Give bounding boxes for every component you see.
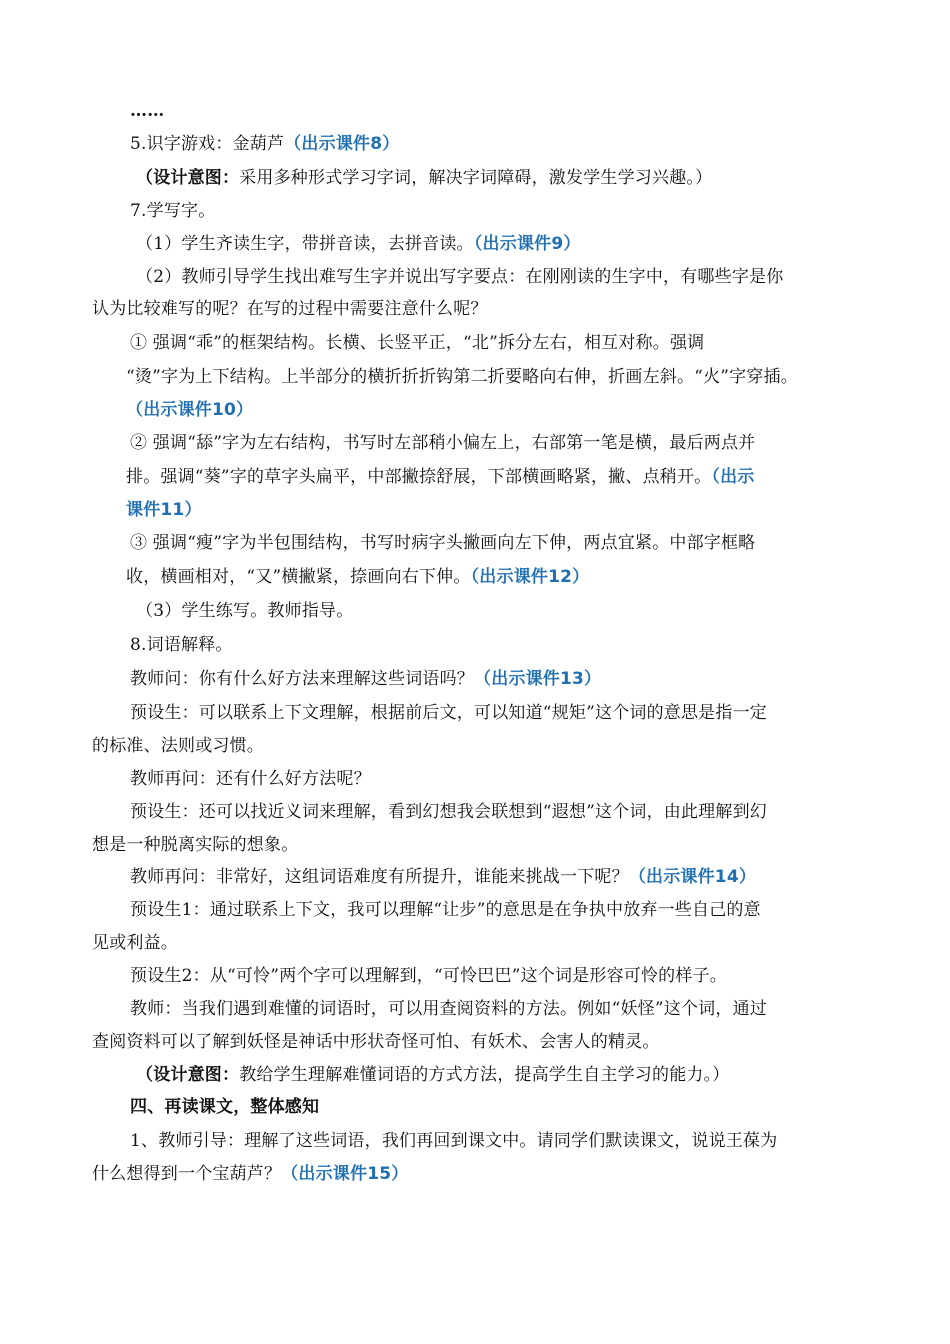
paragraph-line: 教师再问：还有什么好方法呢？ — [130, 769, 371, 789]
paragraph-line: 什么想得到一个宝葫芦？（出示课件15） — [92, 1164, 409, 1184]
paragraph-line: （3）学生练写。教师指导。 — [136, 601, 354, 621]
paragraph-line: 教师问：你有什么好方法来理解这些词语吗？（出示课件13） — [130, 669, 602, 689]
paragraph-line: 预设生：还可以找近义词来理解，看到幻想我会联想到“遐想”这个词，由此理解到幻 — [130, 802, 767, 822]
paragraph-line: （2）教师引导学生找出难写生字并说出写字要点：在刚刚读的生字中，有哪些字是你 — [136, 267, 784, 287]
paragraph-line: 想是一种脱离实际的想象。 — [92, 835, 299, 855]
paragraph-line — [126, 399, 253, 421]
paragraph-line: ③ 强调“瘦”字为半包围结构，书写时病字头撇画向左下伸，两点宜紧。中部字框略 — [130, 533, 756, 553]
paragraph-line: 教师再问：非常好，这组词语难度有所提升，谁能来挑战一下呢？（出示课件14） — [130, 867, 757, 887]
paragraph-line: 5.识字游戏：金葫芦（出示课件8） — [130, 134, 400, 154]
paragraph-line: ② 强调“舔”字为左右结构，书写时左部稍小偏左上，右部第一笔是横，最后两点并 — [130, 433, 756, 453]
paragraph-line: 排。强调“葵”字的草字头扁平，中部撇捺舒展，下部横画略紧，撇、点稍开。（出示 — [126, 467, 755, 487]
paragraph-line: 见或利益。 — [92, 933, 178, 953]
paragraph-line: 预设生2：从“可怜”两个字可以理解到，“可怜巴巴”这个词是形容可怜的样子。 — [130, 966, 727, 986]
courseware-ref: （出示课件8） — [284, 134, 400, 154]
courseware-ref: （出示课件10） — [126, 400, 254, 420]
paragraph-line: “烫”字为上下结构。上半部分的横折折折钩第二折要略向右伸，折画左斜。“火”字穿插。 — [126, 367, 798, 387]
paragraph-line: 教师：当我们遇到难懂的词语时，可以用查阅资料的方法。例如“妖怪”这个词，通过 — [130, 999, 767, 1019]
section-heading: 四、再读课文，整体感知 — [130, 1097, 320, 1117]
paragraph-line: 预设生1：通过联系上下文，我可以理解“让步”的意思是在争执中放弃一些自己的意 — [130, 900, 761, 920]
courseware-ref: （出示课件15） — [281, 1164, 409, 1184]
paragraph-line: 查阅资料可以了解到妖怪是神话中形状奇怪可怕、有妖术、会害人的精灵。 — [92, 1032, 660, 1052]
courseware-ref: 课件11） — [126, 500, 202, 520]
courseware-ref: （出示课件13） — [474, 669, 602, 689]
courseware-ref: （出示课件14） — [628, 867, 757, 887]
courseware-ref: （出示课件9） — [473, 234, 581, 254]
paragraph-line: 8.词语解释。 — [130, 635, 233, 655]
design-intent-line: （设计意图：采用多种形式学习字词，解决字词障碍，激发学生学习兴趣。） — [136, 168, 713, 188]
paragraph-line: 的标准、法则或习惯。 — [92, 736, 264, 756]
courseware-ref: （出示课件12） — [470, 567, 590, 587]
paragraph-line: （1）学生齐读生字，带拼音读，去拼音读。（出示课件9） — [136, 234, 581, 254]
paragraph-line: 1、教师引导：理解了这些词语，我们再回到课文中。请同学们默读课文，说说王葆为 — [130, 1131, 778, 1151]
paragraph-line: 收，横画相对，“又”横撇紧，捺画向右下伸。（出示课件12） — [126, 567, 590, 587]
courseware-ref: （出示 — [711, 467, 755, 487]
paragraph-line: 预设生：可以联系上下文理解，根据前后文，可以知道“规矩”这个词的意思是指一定 — [130, 703, 767, 723]
paragraph-line: 认为比较难写的呢？在写的过程中需要注意什么呢？ — [92, 299, 488, 319]
paragraph-line: ① 强调“乖”的框架结构。长横、长竖平正，“北”拆分左右，相互对称。强调 — [130, 333, 705, 353]
ellipsis-line: …… — [130, 101, 165, 121]
design-intent-line: （设计意图：教给学生理解难懂词语的方式方法，提高学生自主学习的能力。） — [136, 1065, 730, 1085]
paragraph-line — [126, 499, 202, 521]
paragraph-line: 7.学写字。 — [130, 201, 216, 221]
